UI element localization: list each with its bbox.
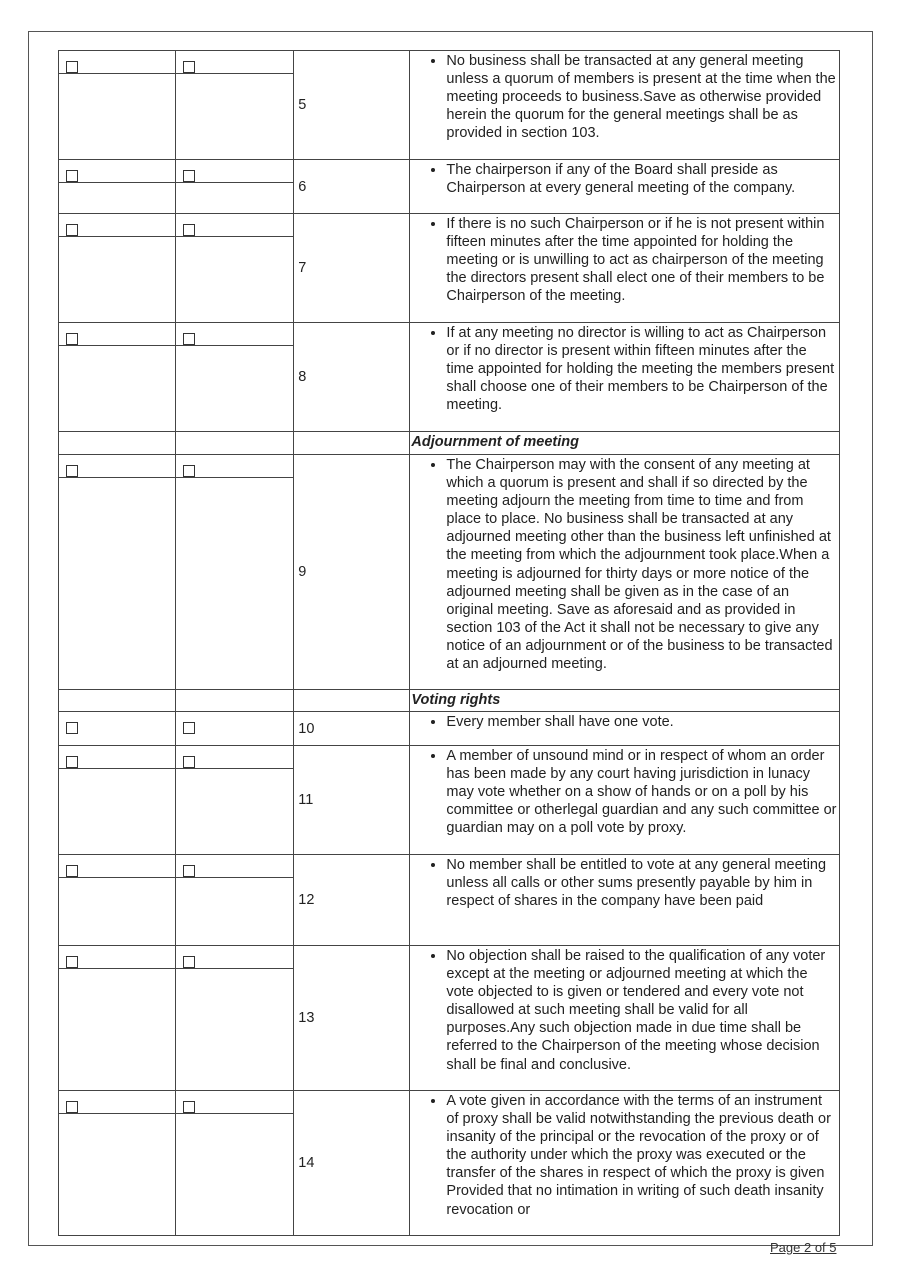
clause-text-cell <box>410 160 840 214</box>
clause-number: 5 <box>294 51 410 160</box>
reject-checkbox[interactable] <box>183 722 195 734</box>
clause-text: • A member of unsound mind or in respect of whom an order has been made by any court having jurisdiction in lunacy may vote whether on a show of hands or on a poll by his committee or otherlegal guardian and any such committee or guardian may on a poll vote by proxy. <box>446 747 837 837</box>
checkbox-cell <box>176 160 294 183</box>
checkbox-cell <box>176 455 294 478</box>
clause-row <box>59 1091 840 1114</box>
page-number: Page 2 of 5 <box>770 1240 837 1255</box>
checkbox-cell <box>59 1091 176 1114</box>
checkbox-cell <box>176 946 294 969</box>
empty-cell <box>294 432 410 455</box>
empty-cell <box>176 690 294 712</box>
accept-checkbox[interactable] <box>66 61 78 73</box>
clause-row <box>59 746 840 769</box>
clause-text-cell <box>410 746 840 855</box>
checkbox-cell <box>176 1091 294 1114</box>
clause-text: • The Chairperson may with the consent of any meeting at which a quorum is present and shall if so directed by the meeting adjourn the meeting from time to time and from place to place. No business shall be transacted at any adjourned meeting other than the business left unfinished at the meeting from which the adjournment took place.When a meeting is adjourned for thirty days or more notice of the adjourned meeting shall be given as in the case of an original meeting. Save as aforesaid and as provided in section 103 of the Act it shall not be necessary to give any notice of an adjournment or of the business to be transacted at an adjourned meeting. <box>446 456 837 673</box>
accept-checkbox[interactable] <box>66 333 78 345</box>
reject-checkbox[interactable] <box>183 956 195 968</box>
empty-cell <box>59 346 176 432</box>
accept-checkbox[interactable] <box>66 465 78 477</box>
clause-text: • No objection shall be raised to the qualification of any voter except at the meeting or adjourned meeting at which the vote objected to is given or tendered and every vote not disallowed at such meeting shall be valid for all purposes.Any such objection made in due time shall be referred to the Chairperson of the meeting whose decision shall be final and conclusive. <box>446 947 837 1074</box>
empty-cell <box>59 969 176 1091</box>
clause-number: 9 <box>294 455 410 690</box>
clause-text-cell <box>410 51 840 160</box>
section-heading: Voting rights <box>410 690 840 712</box>
clause-number: 6 <box>294 160 410 214</box>
accept-checkbox[interactable] <box>66 224 78 236</box>
empty-cell <box>176 878 294 946</box>
accept-checkbox[interactable] <box>66 865 78 877</box>
clause-text-cell <box>410 323 840 432</box>
empty-cell <box>59 237 176 323</box>
clause-number: 12 <box>294 855 410 946</box>
clause-row <box>59 323 840 346</box>
empty-cell <box>176 969 294 1091</box>
clause-row <box>59 214 840 237</box>
empty-cell <box>176 1114 294 1236</box>
empty-cell <box>294 690 410 712</box>
checkbox-cell <box>176 323 294 346</box>
empty-cell <box>176 183 294 214</box>
checkbox-cell <box>59 455 176 478</box>
clause-text: • No member shall be entitled to vote at any general meeting unless all calls or other sums presently payable by him in respect of shares in the company have been paid <box>446 856 837 910</box>
empty-cell <box>59 478 176 690</box>
empty-cell <box>59 183 176 214</box>
empty-cell <box>59 878 176 946</box>
clause-text-cell <box>410 712 840 746</box>
clause-bullet-list <box>424 947 837 1074</box>
accept-checkbox[interactable] <box>66 722 78 734</box>
clause-text: • No business shall be transacted at any general meeting unless a quorum of members is present at the time when the meeting proceeds to business.Save as otherwise provided herein the quorum for the general meetings shall be as provided in section 103. <box>446 52 837 142</box>
reject-checkbox[interactable] <box>183 1101 195 1113</box>
checkbox-cell <box>176 746 294 769</box>
reject-checkbox[interactable] <box>183 61 195 73</box>
checkbox-cell <box>59 855 176 878</box>
clause-bullet-list <box>424 324 837 414</box>
clause-number: 11 <box>294 746 410 855</box>
empty-cell <box>59 74 176 160</box>
clause-bullet-list <box>424 1092 837 1219</box>
accept-checkbox[interactable] <box>66 756 78 768</box>
clause-row <box>59 51 840 74</box>
accept-checkbox[interactable] <box>66 170 78 182</box>
clause-bullet-list <box>424 161 837 197</box>
clause-text-cell <box>410 1091 840 1236</box>
clause-text: • A vote given in accordance with the terms of an instrument of proxy shall be valid notwithstanding the previous death or insanity of the principal or the revocation of the proxy or of the authority under which the proxy was executed or the transfer of the shares in respect of which the proxy is given Provided that no intimation in writing of such death insanity revocation or <box>446 1092 837 1219</box>
articles-table <box>58 50 840 1236</box>
clause-text: • If there is no such Chairperson or if he is not present within fifteen minutes after the time appointed for holding the meeting or is unwilling to act as chairperson of the meeting the directors present shall elect one of their members to be Chairperson of the meeting. <box>446 215 837 305</box>
reject-checkbox[interactable] <box>183 465 195 477</box>
checkbox-cell <box>59 712 176 746</box>
clause-bullet-list <box>424 52 837 142</box>
empty-cell <box>176 478 294 690</box>
reject-checkbox[interactable] <box>183 756 195 768</box>
section-heading: Adjournment of meeting <box>410 432 840 455</box>
clause-number: 10 <box>294 712 410 746</box>
checkbox-cell <box>59 746 176 769</box>
clause-text-cell <box>410 214 840 323</box>
section-heading-row <box>59 690 840 712</box>
checkbox-cell <box>59 946 176 969</box>
clause-bullet-list <box>424 856 837 910</box>
clause-text-cell <box>410 946 840 1091</box>
clause-text-cell <box>410 455 840 690</box>
empty-cell <box>176 432 294 455</box>
empty-cell <box>59 432 176 455</box>
reject-checkbox[interactable] <box>183 170 195 182</box>
checkbox-cell <box>59 51 176 74</box>
reject-checkbox[interactable] <box>183 224 195 236</box>
clause-text: • The chairperson if any of the Board shall preside as Chairperson at every general meeting of the company. <box>446 161 837 197</box>
clause-text: • If at any meeting no director is willing to act as Chairperson or if no director is present within fifteen minutes after the time appointed for holding the meeting the members present shall choose one of their members to be Chairperson of the meeting. <box>446 324 837 414</box>
checkbox-cell <box>176 712 294 746</box>
clause-bullet-list <box>424 215 837 305</box>
section-heading-row <box>59 432 840 455</box>
empty-cell <box>59 1114 176 1236</box>
checkbox-cell <box>59 160 176 183</box>
clause-bullet-list <box>424 747 837 837</box>
empty-cell <box>176 346 294 432</box>
clause-row <box>59 455 840 478</box>
clause-number: 7 <box>294 214 410 323</box>
clause-number: 8 <box>294 323 410 432</box>
empty-cell <box>176 74 294 160</box>
clause-number: 14 <box>294 1091 410 1236</box>
accept-checkbox[interactable] <box>66 956 78 968</box>
clause-row <box>59 712 840 746</box>
clause-bullet-list <box>424 456 837 673</box>
checkbox-cell <box>176 855 294 878</box>
checkbox-cell <box>59 214 176 237</box>
checkbox-cell <box>59 323 176 346</box>
clause-row <box>59 855 840 878</box>
empty-cell <box>59 769 176 855</box>
accept-checkbox[interactable] <box>66 1101 78 1113</box>
checkbox-cell <box>176 214 294 237</box>
clause-row <box>59 946 840 969</box>
checkbox-cell <box>176 51 294 74</box>
clause-number: 13 <box>294 946 410 1091</box>
clause-bullet-list <box>424 713 837 731</box>
clause-row <box>59 160 840 183</box>
reject-checkbox[interactable] <box>183 865 195 877</box>
empty-cell <box>176 237 294 323</box>
clause-text: • Every member shall have one vote. <box>446 713 837 731</box>
empty-cell <box>176 769 294 855</box>
reject-checkbox[interactable] <box>183 333 195 345</box>
clause-text-cell <box>410 855 840 946</box>
empty-cell <box>59 690 176 712</box>
